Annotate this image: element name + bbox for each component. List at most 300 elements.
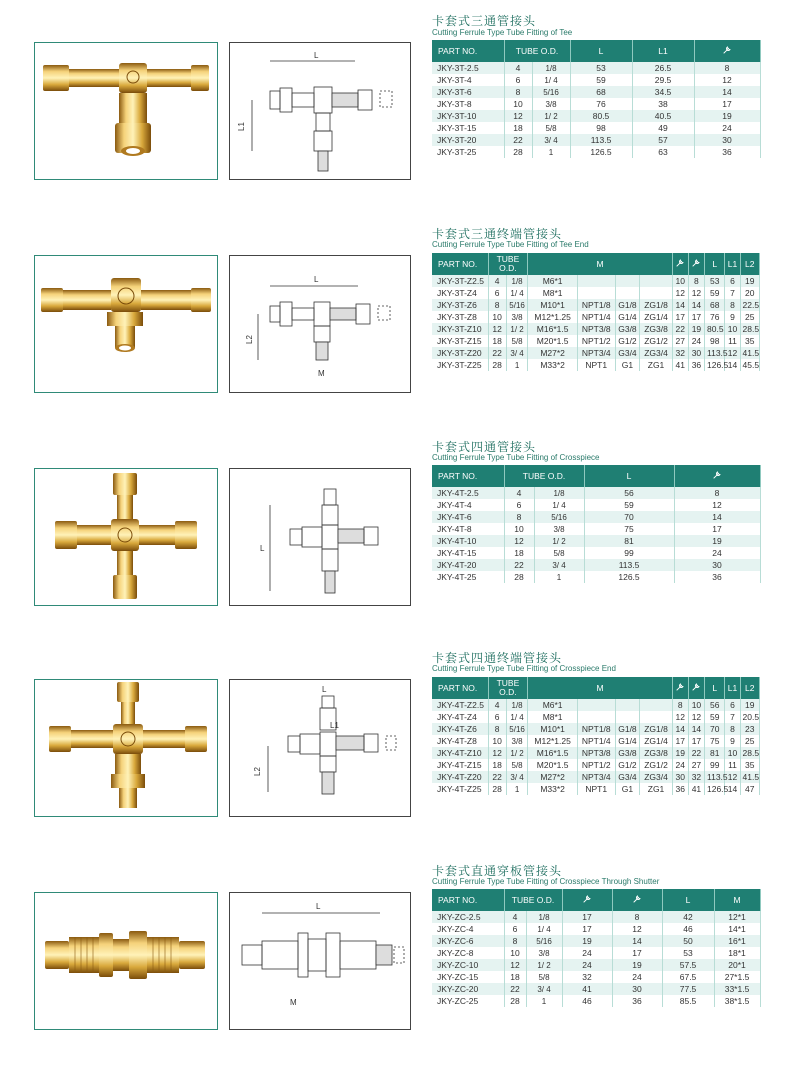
wrench-icon	[582, 894, 592, 904]
col-header-m: M	[714, 889, 760, 911]
table-cell: 8	[672, 699, 688, 711]
table-cell: 68	[705, 299, 725, 311]
table-cell: 30	[694, 134, 760, 146]
section-title-cn: 卡套式四通终端管接头	[432, 651, 563, 665]
table-cell: 1/ 2	[526, 959, 562, 971]
section-tee	[0, 0, 790, 200]
table-row	[432, 122, 760, 134]
drawing-label: L1	[237, 122, 246, 131]
table-cell: 3/8	[506, 311, 528, 323]
table-cell	[615, 711, 640, 723]
table-cell: 16*1	[714, 935, 760, 947]
table-cell: 12	[672, 711, 688, 723]
col-header-part-no: PART NO.	[432, 889, 504, 911]
col-header-tube-od: TUBE O.D.	[504, 40, 570, 62]
table-cell: 38*1.5	[714, 995, 760, 1007]
table-cell: 6	[488, 711, 506, 723]
table-cell: 22	[488, 771, 506, 783]
table-cell: 36	[674, 571, 760, 583]
table-cell: JKY-3T-Z2.5	[432, 275, 488, 287]
table-cell: 12	[504, 110, 532, 122]
drawing-label: M	[318, 369, 325, 378]
table-cell: G1/8	[615, 299, 640, 311]
table-row	[432, 983, 760, 995]
drawing-label: L2	[245, 335, 254, 344]
table-cell: 35	[740, 759, 759, 771]
table-cell	[577, 711, 615, 723]
table-cell: JKY-3T-25	[432, 146, 504, 158]
tee-end-fitting-image	[35, 256, 217, 392]
table-cell: 19	[740, 275, 759, 287]
table-cell: 4	[488, 275, 506, 287]
table-cell: 75	[705, 735, 725, 747]
table-cell: 19	[612, 959, 662, 971]
table-cell: 8	[694, 62, 760, 74]
tee-drawing	[229, 42, 411, 180]
table-cell: NPT1	[577, 783, 615, 795]
table-cell: JKY-3T-4	[432, 74, 504, 86]
table-cell: G3/8	[615, 323, 640, 335]
table-row	[432, 571, 760, 583]
through-shutter-drawing	[229, 892, 411, 1030]
col-header-m: M	[528, 677, 672, 699]
table-cell: JKY-3T-8	[432, 98, 504, 110]
table-cell: 1	[526, 995, 562, 1007]
table-cell: 46	[562, 995, 612, 1007]
table-cell: M33*2	[528, 359, 578, 371]
table-cell: 24	[672, 759, 688, 771]
table-cell: 12	[488, 747, 506, 759]
table-cell: 9	[725, 311, 740, 323]
table-cell: 32	[562, 971, 612, 983]
table-cell: 1/ 2	[534, 535, 584, 547]
table-cell: 32	[688, 771, 704, 783]
table-cell: 99	[705, 759, 725, 771]
table-cell: G1	[615, 783, 640, 795]
table-cell: 10	[725, 747, 740, 759]
table-cell: 1/ 4	[534, 499, 584, 511]
table-cell: 70	[705, 723, 725, 735]
table-row	[432, 299, 760, 311]
table-cell: 63	[632, 146, 694, 158]
table-cell: M16*1.5	[528, 323, 578, 335]
table-cell: 81	[705, 747, 725, 759]
table-cell: 3/8	[534, 523, 584, 535]
wrench-icon	[691, 258, 701, 268]
table-cell: 5/8	[506, 335, 528, 347]
table-cell: 3/8	[532, 98, 570, 110]
table-cell: 19	[694, 110, 760, 122]
table-cell: 4	[504, 62, 532, 74]
col-header-part-no: PART NO.	[432, 40, 504, 62]
table-cell: 33*1.5	[714, 983, 760, 995]
tee-end-photo	[34, 255, 218, 393]
table-cell: 53	[705, 275, 725, 287]
table-row	[432, 359, 760, 371]
table-row	[432, 146, 760, 158]
table-cell: JKY-4T-Z20	[432, 771, 488, 783]
table-cell: ZG3/4	[640, 347, 672, 359]
col-header-part-no: PART NO.	[432, 253, 488, 275]
table-cell: ZG3/8	[640, 323, 672, 335]
table-cell: 59	[705, 287, 725, 299]
table-cell: 36	[694, 146, 760, 158]
table-cell: 14	[694, 86, 760, 98]
table-cell: JKY-3T-Z25	[432, 359, 488, 371]
crosspiece-end-drawing	[229, 679, 411, 817]
table-row	[432, 275, 760, 287]
table-cell: NPT3/4	[577, 771, 615, 783]
table-cell: 36	[672, 783, 688, 795]
table-cell: 1	[506, 359, 528, 371]
table-cell: JKY-3T-Z10	[432, 323, 488, 335]
table-cell: 7	[725, 711, 740, 723]
table-cell: 23	[740, 723, 759, 735]
table-cell	[577, 699, 615, 711]
table-cell: ZG1/2	[640, 335, 672, 347]
table-cell: 11	[725, 335, 740, 347]
table-cell: 22	[688, 747, 704, 759]
table-cell: M16*1.5	[528, 747, 578, 759]
drawing-label: L	[260, 544, 265, 553]
table-cell: 113.5	[570, 134, 632, 146]
col-header-part-no: PART NO.	[432, 677, 488, 699]
table-cell: 14	[725, 783, 740, 795]
table-cell: 1/ 4	[506, 711, 528, 723]
table-cell: JKY-4T-4	[432, 499, 504, 511]
table-cell: 12	[725, 771, 740, 783]
table-row	[432, 947, 760, 959]
table-cell: G1/4	[615, 735, 640, 747]
table-cell: M8*1	[528, 287, 578, 299]
table-row	[432, 995, 760, 1007]
section-title-en: Cutting Ferrule Type Tube Fitting of Tee	[432, 28, 573, 37]
table-cell: 8	[674, 487, 760, 499]
table-cell: 19	[688, 323, 704, 335]
table-cell: 19	[674, 535, 760, 547]
table-cell: 56	[584, 487, 674, 499]
table-cell: 30	[672, 771, 688, 783]
table-cell	[615, 275, 640, 287]
crosspiece-drawing	[229, 468, 411, 606]
tee-fitting-image	[35, 43, 217, 179]
table-cell: 12	[504, 959, 526, 971]
table-cell: M12*1.25	[528, 735, 578, 747]
table-cell: 14*1	[714, 923, 760, 935]
table-cell: 24	[562, 959, 612, 971]
table-cell: 4	[504, 911, 526, 923]
table-row	[432, 783, 760, 795]
table-cell: 5/16	[526, 935, 562, 947]
table-row	[432, 547, 760, 559]
table-cell: JKY-ZC-20	[432, 983, 504, 995]
table-cell: JKY-4T-6	[432, 511, 504, 523]
table-cell: G3/4	[615, 347, 640, 359]
table-cell: ZG3/8	[640, 747, 672, 759]
table-cell: 25	[740, 311, 759, 323]
table-cell: 17	[612, 947, 662, 959]
table-cell: 27	[672, 335, 688, 347]
table-cell: 56	[705, 699, 725, 711]
table-cell: 27*1.5	[714, 971, 760, 983]
col-header-tube-od: TUBE O.D.	[488, 253, 528, 275]
table-cell: 3/ 4	[506, 347, 528, 359]
table-cell: JKY-4T-20	[432, 559, 504, 571]
table-cell: NPT3/8	[577, 747, 615, 759]
table-cell: 10	[504, 947, 526, 959]
table-cell: 12	[504, 535, 534, 547]
table-cell: JKY-4T-10	[432, 535, 504, 547]
table-cell: M6*1	[528, 699, 578, 711]
table-cell: 28	[504, 995, 526, 1007]
table-cell	[577, 287, 615, 299]
table-cell: 41	[688, 783, 704, 795]
drawing-label: L	[322, 685, 327, 694]
table-row	[432, 735, 760, 747]
table-cell: 12	[688, 287, 704, 299]
table-cell: JKY-3T-Z4	[432, 287, 488, 299]
table-cell: NPT1/8	[577, 299, 615, 311]
table-cell: 67.5	[662, 971, 714, 983]
table-cell: G1	[615, 359, 640, 371]
table-cell: M20*1.5	[528, 335, 578, 347]
tee-end-technical-drawing	[230, 256, 410, 392]
col-header-wrench	[562, 889, 612, 911]
table-cell: 10	[688, 699, 704, 711]
table-row	[432, 134, 760, 146]
table-cell: JKY-ZC-6	[432, 935, 504, 947]
table-cell: 6	[488, 287, 506, 299]
table-cell: 1/8	[532, 62, 570, 74]
table-cell: ZG1/4	[640, 311, 672, 323]
section-title-cn: 卡套式四通管接头	[432, 440, 537, 454]
table-cell: 9	[725, 735, 740, 747]
table-cell: 1/8	[506, 275, 528, 287]
table-cell: 14	[672, 723, 688, 735]
col-header-l1: L1	[725, 253, 740, 275]
table-cell: 17	[688, 735, 704, 747]
table-cell: 12	[725, 347, 740, 359]
table-cell: JKY-3T-15	[432, 122, 504, 134]
table-cell: 6	[504, 499, 534, 511]
col-header-wrench	[672, 677, 688, 699]
table-cell: G1/2	[615, 759, 640, 771]
table-cell: 24	[674, 547, 760, 559]
crosspiece-end-fitting-image	[35, 680, 217, 816]
col-header-wrench	[694, 40, 760, 62]
table-cell: NPT1	[577, 359, 615, 371]
table-cell: 18	[488, 759, 506, 771]
table-cell: 24	[562, 947, 612, 959]
table-cell: 28.5	[740, 747, 759, 759]
drawing-label: L	[314, 275, 319, 284]
table-cell: JKY-4T-Z10	[432, 747, 488, 759]
table-cell: 18	[488, 335, 506, 347]
table-cell: 41	[672, 359, 688, 371]
wrench-icon	[632, 894, 642, 904]
drawing-label: L	[314, 51, 319, 60]
table-cell: 1	[534, 571, 584, 583]
table-cell: 14	[674, 511, 760, 523]
table-cell: 3/ 4	[506, 771, 528, 783]
table-cell: 113.5	[584, 559, 674, 571]
col-header-l1: L1	[725, 677, 740, 699]
table-cell: 12	[674, 499, 760, 511]
table-cell: 3/ 4	[534, 559, 584, 571]
table-cell: JKY-3T-Z8	[432, 311, 488, 323]
table-cell: 34.5	[632, 86, 694, 98]
section-title-en: Cutting Ferrule Type Tube Fitting of Crosspiece Through Shutter	[432, 877, 660, 886]
table-cell	[640, 287, 672, 299]
table-cell: G1/4	[615, 311, 640, 323]
table-cell: 12	[672, 287, 688, 299]
table-cell: 20*1	[714, 959, 760, 971]
table-cell: 18	[504, 122, 532, 134]
table-cell: JKY-ZC-4	[432, 923, 504, 935]
table-cell: 10	[725, 323, 740, 335]
table-row	[432, 959, 760, 971]
table-cell: G1/2	[615, 335, 640, 347]
col-header-l: L	[570, 40, 632, 62]
table-cell: 3/ 4	[526, 983, 562, 995]
table-cell: 18*1	[714, 947, 760, 959]
crosspiece-technical-drawing	[230, 469, 410, 605]
table-cell: JKY-4T-Z15	[432, 759, 488, 771]
table-cell: 3/ 4	[532, 134, 570, 146]
table-cell: 12	[688, 711, 704, 723]
table-cell: 10	[488, 311, 506, 323]
table-row	[432, 935, 760, 947]
table-cell: 1/ 2	[506, 323, 528, 335]
wrench-icon	[712, 470, 722, 480]
table-cell: 22	[672, 323, 688, 335]
section-through-shutter	[0, 850, 790, 1050]
table-cell: JKY-4T-25	[432, 571, 504, 583]
table-cell: 45.5	[740, 359, 759, 371]
wrench-icon	[722, 45, 732, 55]
table-cell: 4	[488, 699, 506, 711]
table-cell: 59	[584, 499, 674, 511]
table-cell: ZG1/8	[640, 299, 672, 311]
table-cell: 36	[612, 995, 662, 1007]
table-cell: 12*1	[714, 911, 760, 923]
table-cell: 6	[725, 275, 740, 287]
table-cell: 22	[504, 134, 532, 146]
table-cell: 1/ 4	[506, 287, 528, 299]
table-cell: 8	[504, 935, 526, 947]
table-cell: M6*1	[528, 275, 578, 287]
table-cell: JKY-ZC-15	[432, 971, 504, 983]
table-cell: 24	[694, 122, 760, 134]
table-cell: 14	[725, 359, 740, 371]
table-cell: 1	[532, 146, 570, 158]
table-cell: M10*1	[528, 299, 578, 311]
table-row	[432, 74, 760, 86]
section-title-cn: 卡套式三通管接头	[432, 14, 537, 28]
table-cell: JKY-ZC-25	[432, 995, 504, 1007]
table-cell: 30	[612, 983, 662, 995]
table-cell: 41.5	[740, 771, 759, 783]
table-cell: 5/8	[506, 759, 528, 771]
section-crosspiece-end	[0, 637, 790, 837]
table-cell: 126.5	[705, 359, 725, 371]
col-header-tube-od: TUBE O.D.	[488, 677, 528, 699]
table-cell: 8	[504, 86, 532, 98]
table-cell: ZG1/8	[640, 723, 672, 735]
table-cell: 57.5	[662, 959, 714, 971]
table-cell: 14	[612, 935, 662, 947]
drawing-label: L1	[330, 721, 339, 730]
table-row	[432, 911, 760, 923]
table-cell: 8	[488, 723, 506, 735]
table-cell: 53	[662, 947, 714, 959]
col-header-l2: L2	[740, 253, 759, 275]
table-row	[432, 347, 760, 359]
table-cell: 11	[725, 759, 740, 771]
table-row	[432, 62, 760, 74]
table-row	[432, 311, 760, 323]
table-cell: 98	[570, 122, 632, 134]
table-cell: 5/16	[532, 86, 570, 98]
table-cell: 126.5	[570, 146, 632, 158]
table-cell: 28	[504, 146, 532, 158]
table-cell: 5/8	[534, 547, 584, 559]
table-row	[432, 747, 760, 759]
table-cell: 29.5	[632, 74, 694, 86]
table-cell: 59	[570, 74, 632, 86]
table-cell: 42	[662, 911, 714, 923]
table-cell: 28.5	[740, 323, 759, 335]
table-cell: 28	[504, 571, 534, 583]
table-row	[432, 711, 760, 723]
table-cell: 6	[504, 74, 532, 86]
table-row	[432, 523, 760, 535]
table-cell: 30	[688, 347, 704, 359]
col-header-part-no: PART NO.	[432, 465, 504, 487]
table-cell: 85.5	[662, 995, 714, 1007]
section-title-cn: 卡套式直通穿板管接头	[432, 864, 563, 878]
table-cell: 77.5	[662, 983, 714, 995]
tee-technical-drawing	[230, 43, 410, 179]
table-cell: JKY-4T-Z2.5	[432, 699, 488, 711]
table-cell	[640, 699, 672, 711]
table-row	[432, 923, 760, 935]
table-cell: 8	[725, 723, 740, 735]
col-header-wrench-2	[612, 889, 662, 911]
table-cell: JKY-ZC-8	[432, 947, 504, 959]
table-cell: 10	[504, 98, 532, 110]
table-cell: 1	[506, 783, 528, 795]
table-cell: 1/ 4	[532, 74, 570, 86]
table-cell: 40.5	[632, 110, 694, 122]
table-cell: 5/8	[526, 971, 562, 983]
table-cell: NPT3/8	[577, 323, 615, 335]
table-cell: NPT1/2	[577, 335, 615, 347]
table-cell: JKY-ZC-2.5	[432, 911, 504, 923]
table-cell: JKY-3T-20	[432, 134, 504, 146]
col-header-l: L	[584, 465, 674, 487]
table-cell: 19	[740, 699, 759, 711]
spec-table-through-shutter	[432, 889, 761, 1007]
table-cell: JKY-4T-8	[432, 523, 504, 535]
table-cell: JKY-3T-6	[432, 86, 504, 98]
table-cell: JKY-3T-Z20	[432, 347, 488, 359]
table-cell: 6	[504, 923, 526, 935]
table-row	[432, 559, 760, 571]
section-tee-end	[0, 213, 790, 413]
table-cell: ZG3/4	[640, 771, 672, 783]
table-cell: 17	[694, 98, 760, 110]
